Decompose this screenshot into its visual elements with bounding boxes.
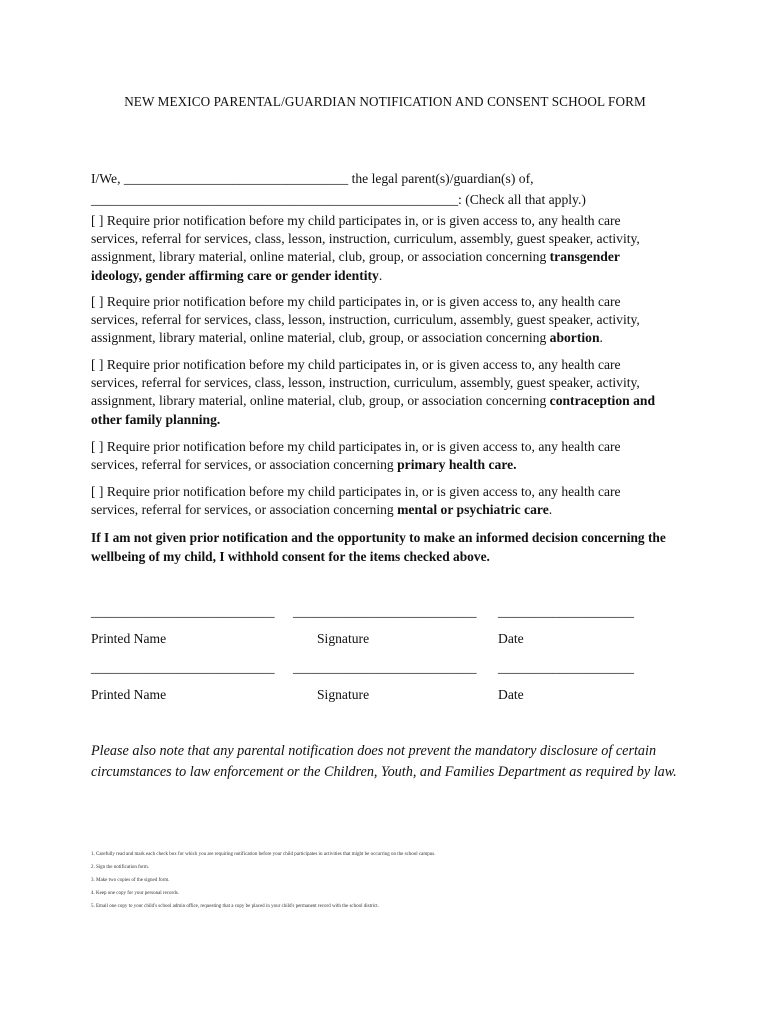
instruction-step: 4. Keep one copy for your personal records. <box>91 891 179 896</box>
signature-label: Signature <box>317 631 370 646</box>
instruction-step: 5. Email one copy to your child's school admin office, requesting that a copy be placed in your child's permanent record with the school district. <box>91 904 379 909</box>
printed-name-line[interactable]: ___________________________ <box>91 604 275 619</box>
notification-item-primary-care[interactable]: [ ] Require prior notification before my child participates in, or is given access to, any health care services, referral for services, or association concerning primary health care. <box>91 439 621 473</box>
intro-line-2: ______________________________________________________: (Check all that apply.) <box>91 192 586 207</box>
notification-item-abortion[interactable]: [ ] Require prior notification before my child participates in, or is given access to, any health care services, referral for services, class, lesson, instruction, curriculum, assembly, guest speaker, activity, assignment, library material, online material, club, group, or association concerning abortion. <box>91 294 640 346</box>
signature-line[interactable]: ___________________________ <box>293 660 477 675</box>
notification-item-mental-care[interactable]: [ ] Require prior notification before my child participates in, or is given access to, any health care services, referral for services, or association concerning mental or psychiatric care. <box>91 484 621 518</box>
instruction-step: 1. Carefully read and mark each check box for which you are requiring notification before your child participates in activities that might be occurring on the school campus. <box>91 852 436 857</box>
instruction-step: 3. Make two copies of the signed form. <box>91 878 170 883</box>
notification-item-contraception[interactable]: [ ] Require prior notification before my child participates in, or is given access to, any health care services, referral for services, class, lesson, instruction, curriculum, assembly, guest speaker, activity, assignment, library material, online material, club, group, or association concerning contraception and other family planning. <box>91 357 656 427</box>
intro-block <box>91 168 691 210</box>
date-label: Date <box>498 631 524 646</box>
notification-item-transgender[interactable]: [ ] Require prior notification before my child participates in, or is given access to, any health care services, referral for services, class, lesson, instruction, curriculum, assembly, guest speaker, activity, assignment, library material, online material, club, group, or association concerning transgender ideology, gender affirming care or gender identity. <box>91 213 640 283</box>
signature-line[interactable]: ___________________________ <box>293 604 477 619</box>
consent-warning: If I am not given prior notification and the opportunity to make an informed decision concerning the wellbeing of my child, I withhold consent for the items checked above. <box>91 530 666 564</box>
date-line[interactable]: ____________________ <box>498 660 634 675</box>
printed-name-label: Printed Name <box>91 687 167 702</box>
intro-line-1: I/We, _________________________________ the legal parent(s)/guardian(s) of, <box>91 171 534 186</box>
form-title: NEW MEXICO PARENTAL/GUARDIAN NOTIFICATION AND CONSENT SCHOOL FORM <box>124 94 646 109</box>
printed-name-label: Printed Name <box>91 631 167 646</box>
signature-label: Signature <box>317 687 370 702</box>
date-line[interactable]: ____________________ <box>498 604 634 619</box>
instructions-list <box>91 848 691 913</box>
legal-note: Please also note that any parental notification does not prevent the mandatory disclosure of certain circumstances to law enforcement or the Children, Youth, and Families Department as required by law. <box>91 743 677 780</box>
printed-name-line[interactable]: ___________________________ <box>91 660 275 675</box>
date-label: Date <box>498 687 524 702</box>
instruction-step: 2. Sign the notification form. <box>91 865 150 870</box>
